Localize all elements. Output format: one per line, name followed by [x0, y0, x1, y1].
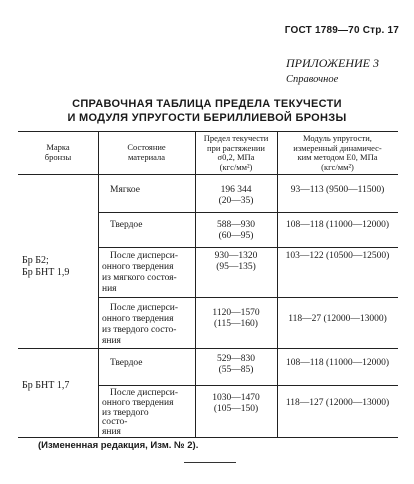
modulus-cell: 103—122 (10500—12500) [285, 251, 390, 261]
header-state: Состояние материала [127, 142, 166, 162]
header-modulus: Модуль упругости, измеренный динамичес- ким методом E0, МПа (кгс/мм²) [293, 133, 382, 172]
modulus-cell: 118—27 (12000—13000) [288, 314, 387, 324]
table-col-rule [277, 131, 278, 438]
yield-cell: 588—930 (60—95) [217, 220, 255, 241]
table-rule-group [18, 348, 398, 349]
page-header: ГОСТ 1789—70 Стр. 17 [284, 25, 399, 36]
footer-rule [184, 462, 236, 463]
state-cell: После дисперси- онного твердения из мягкого состоя- ния [102, 251, 179, 294]
modulus-cell: 118—127 (12000—13000) [285, 398, 390, 408]
table-rule-header [18, 174, 398, 175]
header-yield: Предел текучести при растяжении σ0,2, МПа (кгс/мм²) [203, 133, 269, 172]
table-title-line-1: СПРАВОЧНАЯ ТАБЛИЦА ПРЕДЕЛА ТЕКУЧЕСТИ [72, 98, 342, 110]
table-rule-bottom [18, 437, 398, 438]
amendment-note: (Измененная редакция, Изм. № 2). [38, 440, 199, 451]
header-grade: Марка бронзы [44, 142, 72, 162]
table-title-line-2: И МОДУЛЯ УПРУГОСТИ БЕРИЛЛИЕВОЙ БРОНЗЫ [67, 112, 347, 124]
table-row-rule [98, 212, 398, 213]
state-cell: После дисперси- онного твердения из твердого состо- яния [102, 303, 179, 346]
reference-table [18, 131, 398, 438]
grade-cell: Бр Б2; Бр БНТ 1,9 [22, 255, 70, 278]
state-cell: Твердое [110, 220, 143, 230]
state-cell: Твердое [110, 358, 143, 368]
state-cell: Мягкое [110, 185, 140, 195]
table-rule-top [18, 131, 398, 132]
grade-cell: Бр БНТ 1,7 [22, 380, 70, 391]
modulus-cell: 108—118 (11000—12000) [286, 220, 389, 230]
state-cell: После дисперси- онного твердения из твердого состо- яния [102, 388, 179, 438]
modulus-cell: 108—118 (11000—12000) [286, 358, 389, 368]
table-row-rule [98, 297, 398, 298]
yield-cell: 196 344 (20—35) [218, 185, 254, 206]
table-col-rule [195, 131, 196, 438]
appendix-title: ПРИЛОЖЕНИЕ 3 [286, 56, 379, 70]
table-row-rule [98, 385, 398, 386]
modulus-cell: 93—113 (9500—11500) [290, 185, 385, 195]
table-title [0, 97, 414, 125]
yield-cell: 1120—1570 (115—160) [212, 308, 260, 329]
table-row-rule [98, 247, 398, 248]
yield-cell: 529—830 (55—85) [217, 354, 255, 375]
yield-cell: 1030—1470 (105—150) [212, 393, 260, 414]
table-col-rule [98, 131, 99, 438]
yield-cell: 930—1320 (95—135) [214, 251, 258, 272]
appendix-subtitle: Справочное [286, 74, 339, 85]
appendix-label [286, 56, 396, 85]
